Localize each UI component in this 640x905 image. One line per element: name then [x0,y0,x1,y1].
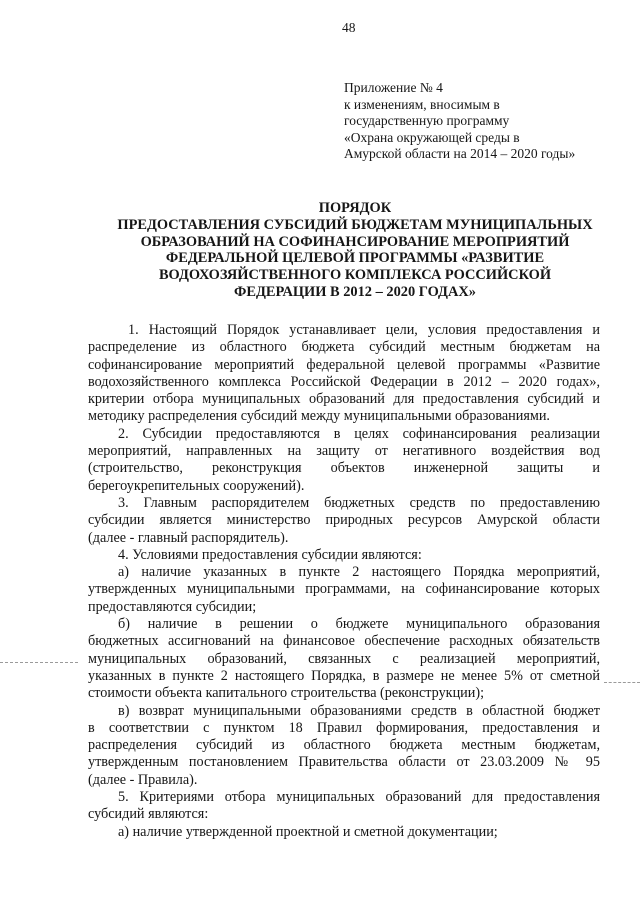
title-line: ФЕДЕРАЛЬНОЙ ЦЕЛЕВОЙ ПРОГРАММЫ «РАЗВИТИЕ [165,250,545,267]
title-line: ФЕДЕРАЦИИ В 2012 – 2020 ГОДАХ» [234,283,476,300]
document-title [80,200,630,301]
text-line: распределения субсидий из областного бюджета местным бюджетам, [88,737,600,754]
text-line: субсидий являются: [88,806,209,823]
text-line: субсидии является министерство природных ресурсов Амурской области [88,512,600,529]
paragraph-4c [88,703,600,789]
paragraph-4b [88,616,600,702]
text-line: утвержденных муниципальными программами, на софинансирование которых [88,581,600,598]
text-line: утвержденным постановлением Правительства области от 23.03.2009 № 95 [88,754,600,771]
paragraph-3 [88,495,600,547]
text-line: берегоукрепительных сооружений). [88,477,305,494]
text-line: а) наличие утвержденной проектной и сметной документации; [118,823,498,840]
text-line: методику распределения субсидий между муниципальными образованиями. [88,408,550,425]
paragraph-4 [88,547,600,564]
text-line: водохозяйственного комплекса Российской Федерации в 2012 – 2020 годах», [88,373,600,390]
text-line: муниципальных образований, связанных с реализацией мероприятий, [88,650,600,667]
title-line: ОБРАЗОВАНИЙ НА СОФИНАНСИРОВАНИЕ МЕРОПРИЯТИЙ [140,233,570,250]
paragraph-2 [88,426,600,495]
text-line: стоимости объекта капитального строительства (реконструкции); [88,685,485,702]
text-line: в) возврат муниципальными образованиями средств в областной бюджет [118,702,600,719]
appendix-line: Амурской области на 2014 – 2020 годы» [344,146,576,162]
appendix-line: государственную программу [344,113,510,129]
text-line: 1. Настоящий Порядок устанавливает цели, условия предоставления и [128,322,600,338]
text-line: софинансирование мероприятий федеральной целевой программы «Развитие [88,356,600,373]
paragraph-4a [88,564,600,616]
text-line: (далее - главный распорядитель). [88,529,289,546]
text-line: 5. Критериями отбора муниципальных образований для предоставления [118,789,600,806]
text-line: а) наличие указанных в пункте 2 настоящего Порядка мероприятий, [118,564,600,581]
text-line: (далее - Правила). [88,771,198,788]
paragraph-5 [88,789,600,824]
title-line: ПОРЯДОК [318,200,392,216]
title-line: ПРЕДОСТАВЛЕНИЯ СУБСИДИЙ БЮДЖЕТАМ МУНИЦИПАЛЬНЫХ [117,216,593,233]
text-line: мероприятий, направленных на защиту от негативного воздействия вод [88,443,600,460]
text-line: предоставляются субсидии; [88,598,257,615]
text-line: 4. Условиями предоставления субсидии являются: [118,546,422,563]
page-number: 48 [342,20,356,35]
paragraph-5a [88,824,600,841]
text-line: в соответствии с пунктом 18 Правил формирования, предоставления и [88,719,600,736]
appendix-line: «Охрана окружающей среды в [344,129,520,145]
text-line: 2. Субсидии предоставляются в целях софинансирования реализации [118,425,600,442]
text-line: указанных в пункте 2 настоящего Порядка, в размере не менее 5% от сметной [88,667,600,684]
text-line: распределение из областного бюджета субсидий местным бюджетам на [88,339,600,356]
appendix-line: к изменениям, вносимым в [344,96,500,112]
paragraph-1 [88,322,600,426]
scan-artifact-right [604,682,640,683]
text-line: бюджетных ассигнований на финансовое обеспечение расходных обязательств [88,633,600,650]
text-line: 3. Главным распорядителем бюджетных средств по предоставлению [118,494,600,511]
document-body [88,322,600,841]
text-line: б) наличие в решении о бюджете муниципального образования [118,616,600,633]
title-line: ВОДОХОЗЯЙСТВЕННОГО КОМПЛЕКСА РОССИЙСКОЙ [158,267,552,284]
scan-artifact-left [0,662,78,663]
appendix-header [344,80,634,163]
text-line: (строительство, реконструкция объектов инженерной защиты и [88,460,600,477]
appendix-line: Приложение № 4 [344,80,443,95]
text-line: критерии отбора муниципальных образований для предоставления субсидий и [88,391,600,408]
